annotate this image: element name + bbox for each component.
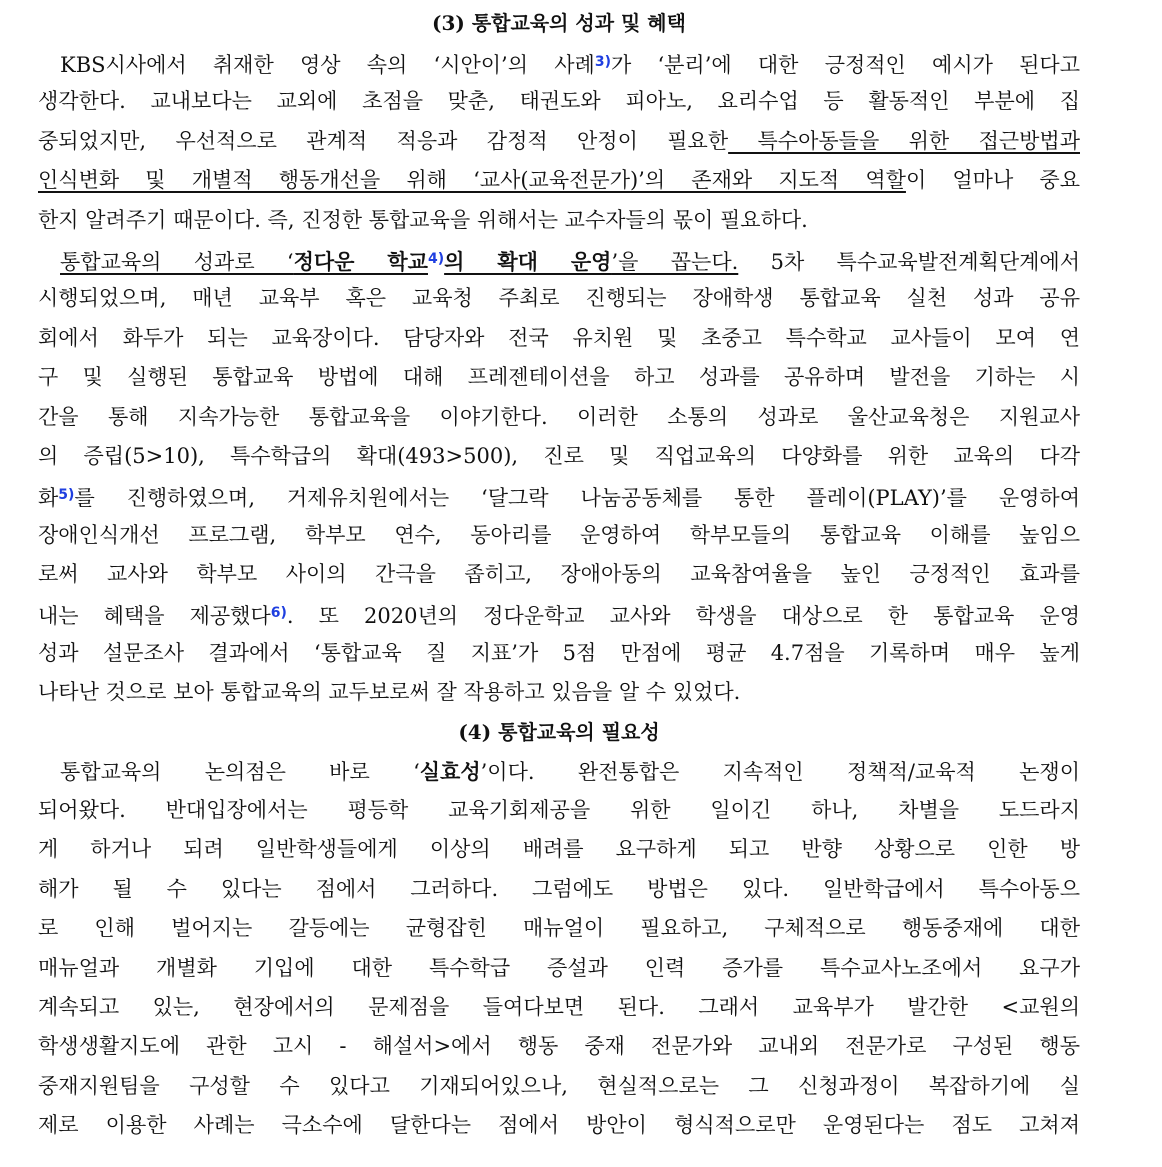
footnote-marker[interactable]: 5) [58,487,75,504]
text-run: . 또 2020년의 정다운학교 교사와 학생을 대상으로 한 통합교육 운영 [286,604,1080,629]
underlined-text: 통합교육의 성과로 ‘ [60,249,294,274]
underlined-text: 특수아동들을 위한 접근방법과 [728,128,1080,153]
paragraph-line [38,43,1080,82]
paragraph-line [38,161,1080,200]
text-run: ’이다. 완전통합은 지속적인 정책적/교육적 논쟁이 [480,759,1080,784]
text-run: 내는 혜택을 제공했다 [38,604,271,629]
paragraph-line: 생각한다. 교내보다는 교외에 초점을 맞춘, 태권도와 피아노, 요리수업 등 활동적인 부분에 집 [38,89,1080,114]
text-run: 화 [38,486,59,511]
paragraph-line: 학생생활지도에 관한 고시 - 해설서>에서 행동 중재 전문가와 교내외 전문가로 구성된 행동 [38,1034,1080,1059]
underlined-text: 인식변화 및 개별적 행동개선을 위해 ‘교사(교육전문가)’의 존재와 지도적 역할 [38,168,906,193]
document-page [38,4,1080,1146]
text-run: 이 얼마나 중요 [905,168,1080,193]
paragraph-line: 나타난 것으로 보아 통합교육의 교두보로써 잘 작용하고 있음을 알 수 있었다. [38,680,741,705]
section-heading-3: (3) 통합교육의 성과 및 혜택 [432,11,686,35]
underlined-text: ’을 꼽는다. [611,249,739,274]
bold-underlined-text: 정다운 학교 [293,248,428,274]
paragraph-line: 시행되었으며, 매년 교육부 혹은 교육청 주최로 진행되는 장애학생 통합교육 실천 성과 공유 [38,286,1080,311]
text-run: 가 ‘분리’에 대한 긍정적인 예시가 된다고 [610,53,1080,77]
paragraph-line: 회에서 화두가 되는 교육장이다. 담당자와 전국 유치원 및 초중고 특수학교 교사들이 모여 연 [38,325,1080,350]
footnote-marker[interactable]: 6) [270,605,287,622]
paragraph-line: 한지 알려주기 때문이다. 즉, 진정한 통합교육을 위해서는 교수자들의 몫이 필요하다. [38,207,808,232]
paragraph-line: 계속되고 있는, 현장에서의 문제점을 들여다보면 된다. 그래서 교육부가 발간한 <교원의 [38,994,1080,1019]
paragraph-line [38,476,1080,515]
paragraph-line [38,594,1080,633]
paragraph-line: 게 하거나 되려 일반학생들에게 이상의 배려를 요구하게 되고 반향 상황으로 인한 방 [38,837,1080,862]
text-run: 5차 특수교육발전계획단계에서 [738,249,1080,274]
paragraph-line: 매뉴얼과 개별화 기입에 대한 특수학급 증설과 인력 증가를 특수교사노조에서 요구가 [38,955,1080,980]
paragraph-line [38,122,1080,161]
section-heading-4: (4) 통합교육의 필요성 [458,719,660,744]
text-run: KBS시사에서 취재한 영상 속의 ‘시안이’의 사례 [60,53,595,77]
paragraph-line: 제로 이용한 사례는 극소수에 달한다는 점에서 방안이 형식적으로만 운영된다는 점도 고쳐져 [38,1113,1080,1138]
paragraph-line: 되어왔다. 반대입장에서는 평등학 교육기회제공을 위한 일이긴 하나, 차별을 도드라지 [38,798,1080,823]
paragraph-line: 성과 설문조사 결과에서 ‘통합교육 질 지표’가 5점 만점에 평균 4.7점을 기록하며 매우 높게 [38,640,1080,665]
paragraph-line [38,240,1080,279]
bold-underlined-text: 의 확대 운영 [444,248,612,274]
footnote-marker[interactable]: 4) [427,250,445,267]
paragraph-line: 로써 교사와 학부모 사이의 간극을 좁히고, 장애아동의 교육참여율을 높인 긍정적인 효과를 [38,562,1080,587]
text-run: 중되었지만, 우선적으로 관계적 적응과 감정적 안정이 필요한 [38,128,729,153]
paragraph-line: 의 증립(5>10), 특수학급의 확대(493>500), 진로 및 직업교육의 다양화를 위한 교육의 다각 [38,443,1080,468]
footnote-marker[interactable]: 3) [594,54,611,70]
text-run: 통합교육의 논의점은 바로 ‘ [60,759,420,784]
paragraph-line: 로 인해 벌어지는 갈등에는 균형잡힌 매뉴얼이 필요하고, 구체적으로 행동중재에 대한 [38,916,1080,941]
text-run: 를 진행하였으며, 거제유치원에서는 ‘달그락 나눔공동체를 통한 플레이(PLAY)’를 운영하여 [74,486,1080,511]
paragraph-line: 중재지원팀을 구성할 수 있다고 기재되어있으나, 현실적으로는 그 신청과정이 복잡하기에 실 [38,1073,1080,1098]
paragraph-line: 간을 통해 지속가능한 통합교육을 이야기한다. 이러한 소통의 성과로 울산교육청은 지원교사 [38,404,1080,429]
paragraph-line: 구 및 실행된 통합교육 방법에 대해 프레젠테이션을 하고 성과를 공유하며 발전을 기하는 시 [38,365,1080,390]
paragraph-line [38,752,1080,791]
bold-text: 실효성 [419,758,481,784]
paragraph-line: 장애인식개선 프로그램, 학부모 연수, 동아리를 운영하여 학부모들의 통합교육 이해를 높임으 [38,522,1080,547]
paragraph-line: 해가 될 수 있다는 점에서 그러하다. 그럼에도 방법은 있다. 일반학급에서 특수아동으 [38,876,1080,901]
